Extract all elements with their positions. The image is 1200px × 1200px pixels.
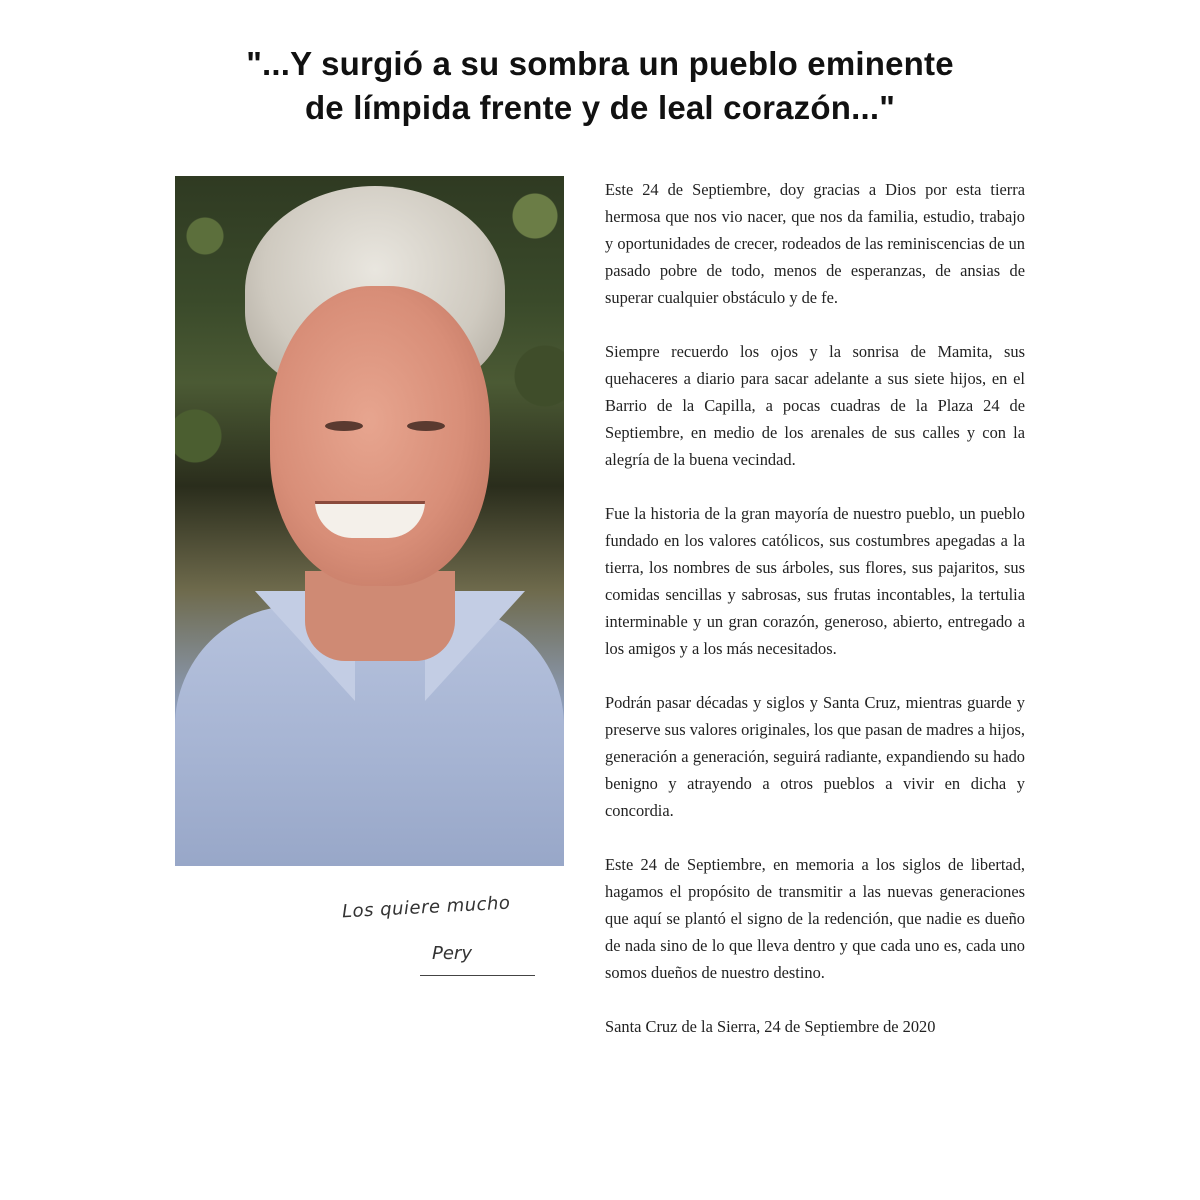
portrait-photo <box>175 176 564 866</box>
paragraph-4: Podrán pasar décadas y siglos y Santa Cruz, mientras guarde y preserve sus valores originales, los que pasan de madres a hijos, generación a generación, seguirá radiante, expandiendo su hado benigno y atrayendo a otros pueblos a vivir en dicha y concordia. <box>605 693 1025 820</box>
paragraph-2: Siempre recuerdo los ojos y la sonrisa de Mamita, sus quehaceres a diario para sacar adelante a sus siete hijos, en el Barrio de la Capilla, a pocas cuadras de la Plaza 24 de Septiembre, en medio de los arenales de sus calles y con la alegría de la buena vecindad. <box>605 342 1025 469</box>
paragraph-3: Fue la historia de la gran mayoría de nuestro pueblo, un pueblo fundado en los valores católicos, sus costumbres apegadas a la tierra, los nombres de sus árboles, sus flores, sus pajaritos, sus comidas sencillas y sabrosas, sus frutas incontables, la tertulia interminable y un gran corazón, generoso, abierto, entregado a los amigos y a los más necesitados. <box>605 504 1025 658</box>
photo-eye-right <box>407 421 445 431</box>
paragraph-1: Este 24 de Septiembre, doy gracias a Dios por esta tierra hermosa que nos vio nacer, que nos da familia, estudio, trabajo y oportunidades de crecer, rodeados de las reminiscencias de un pasado pobre de todo, menos de esperanzas, de ansias de superar cualquier obstáculo y de fe. <box>605 180 1025 307</box>
handwritten-signature <box>340 892 560 995</box>
title-line-2: de límpida frente y de leal corazón..." <box>304 89 896 126</box>
closing-place-date: Santa Cruz de la Sierra, 24 de Septiembre de 2020 <box>605 1017 936 1036</box>
letter-body <box>605 176 1025 1067</box>
photo-eye-left <box>325 421 363 431</box>
signature-name: Pery <box>432 943 472 964</box>
signature-underline <box>420 975 535 976</box>
page-title <box>0 42 1200 130</box>
paragraph-5: Este 24 de Septiembre, en memoria a los siglos de libertad, hagamos el propósito de transmitir a las nuevas generaciones que aquí se plantó el signo de la redención, que nadie es dueño de nada sino de lo que lleva dentro y que cada uno es, cada uno somos dueños de nuestro destino. <box>605 855 1025 982</box>
photo-face <box>270 286 490 586</box>
signature-message: Los quiere mucho <box>341 892 511 923</box>
title-line-1: "...Y surgió a su sombra un pueblo eminente <box>246 45 954 82</box>
